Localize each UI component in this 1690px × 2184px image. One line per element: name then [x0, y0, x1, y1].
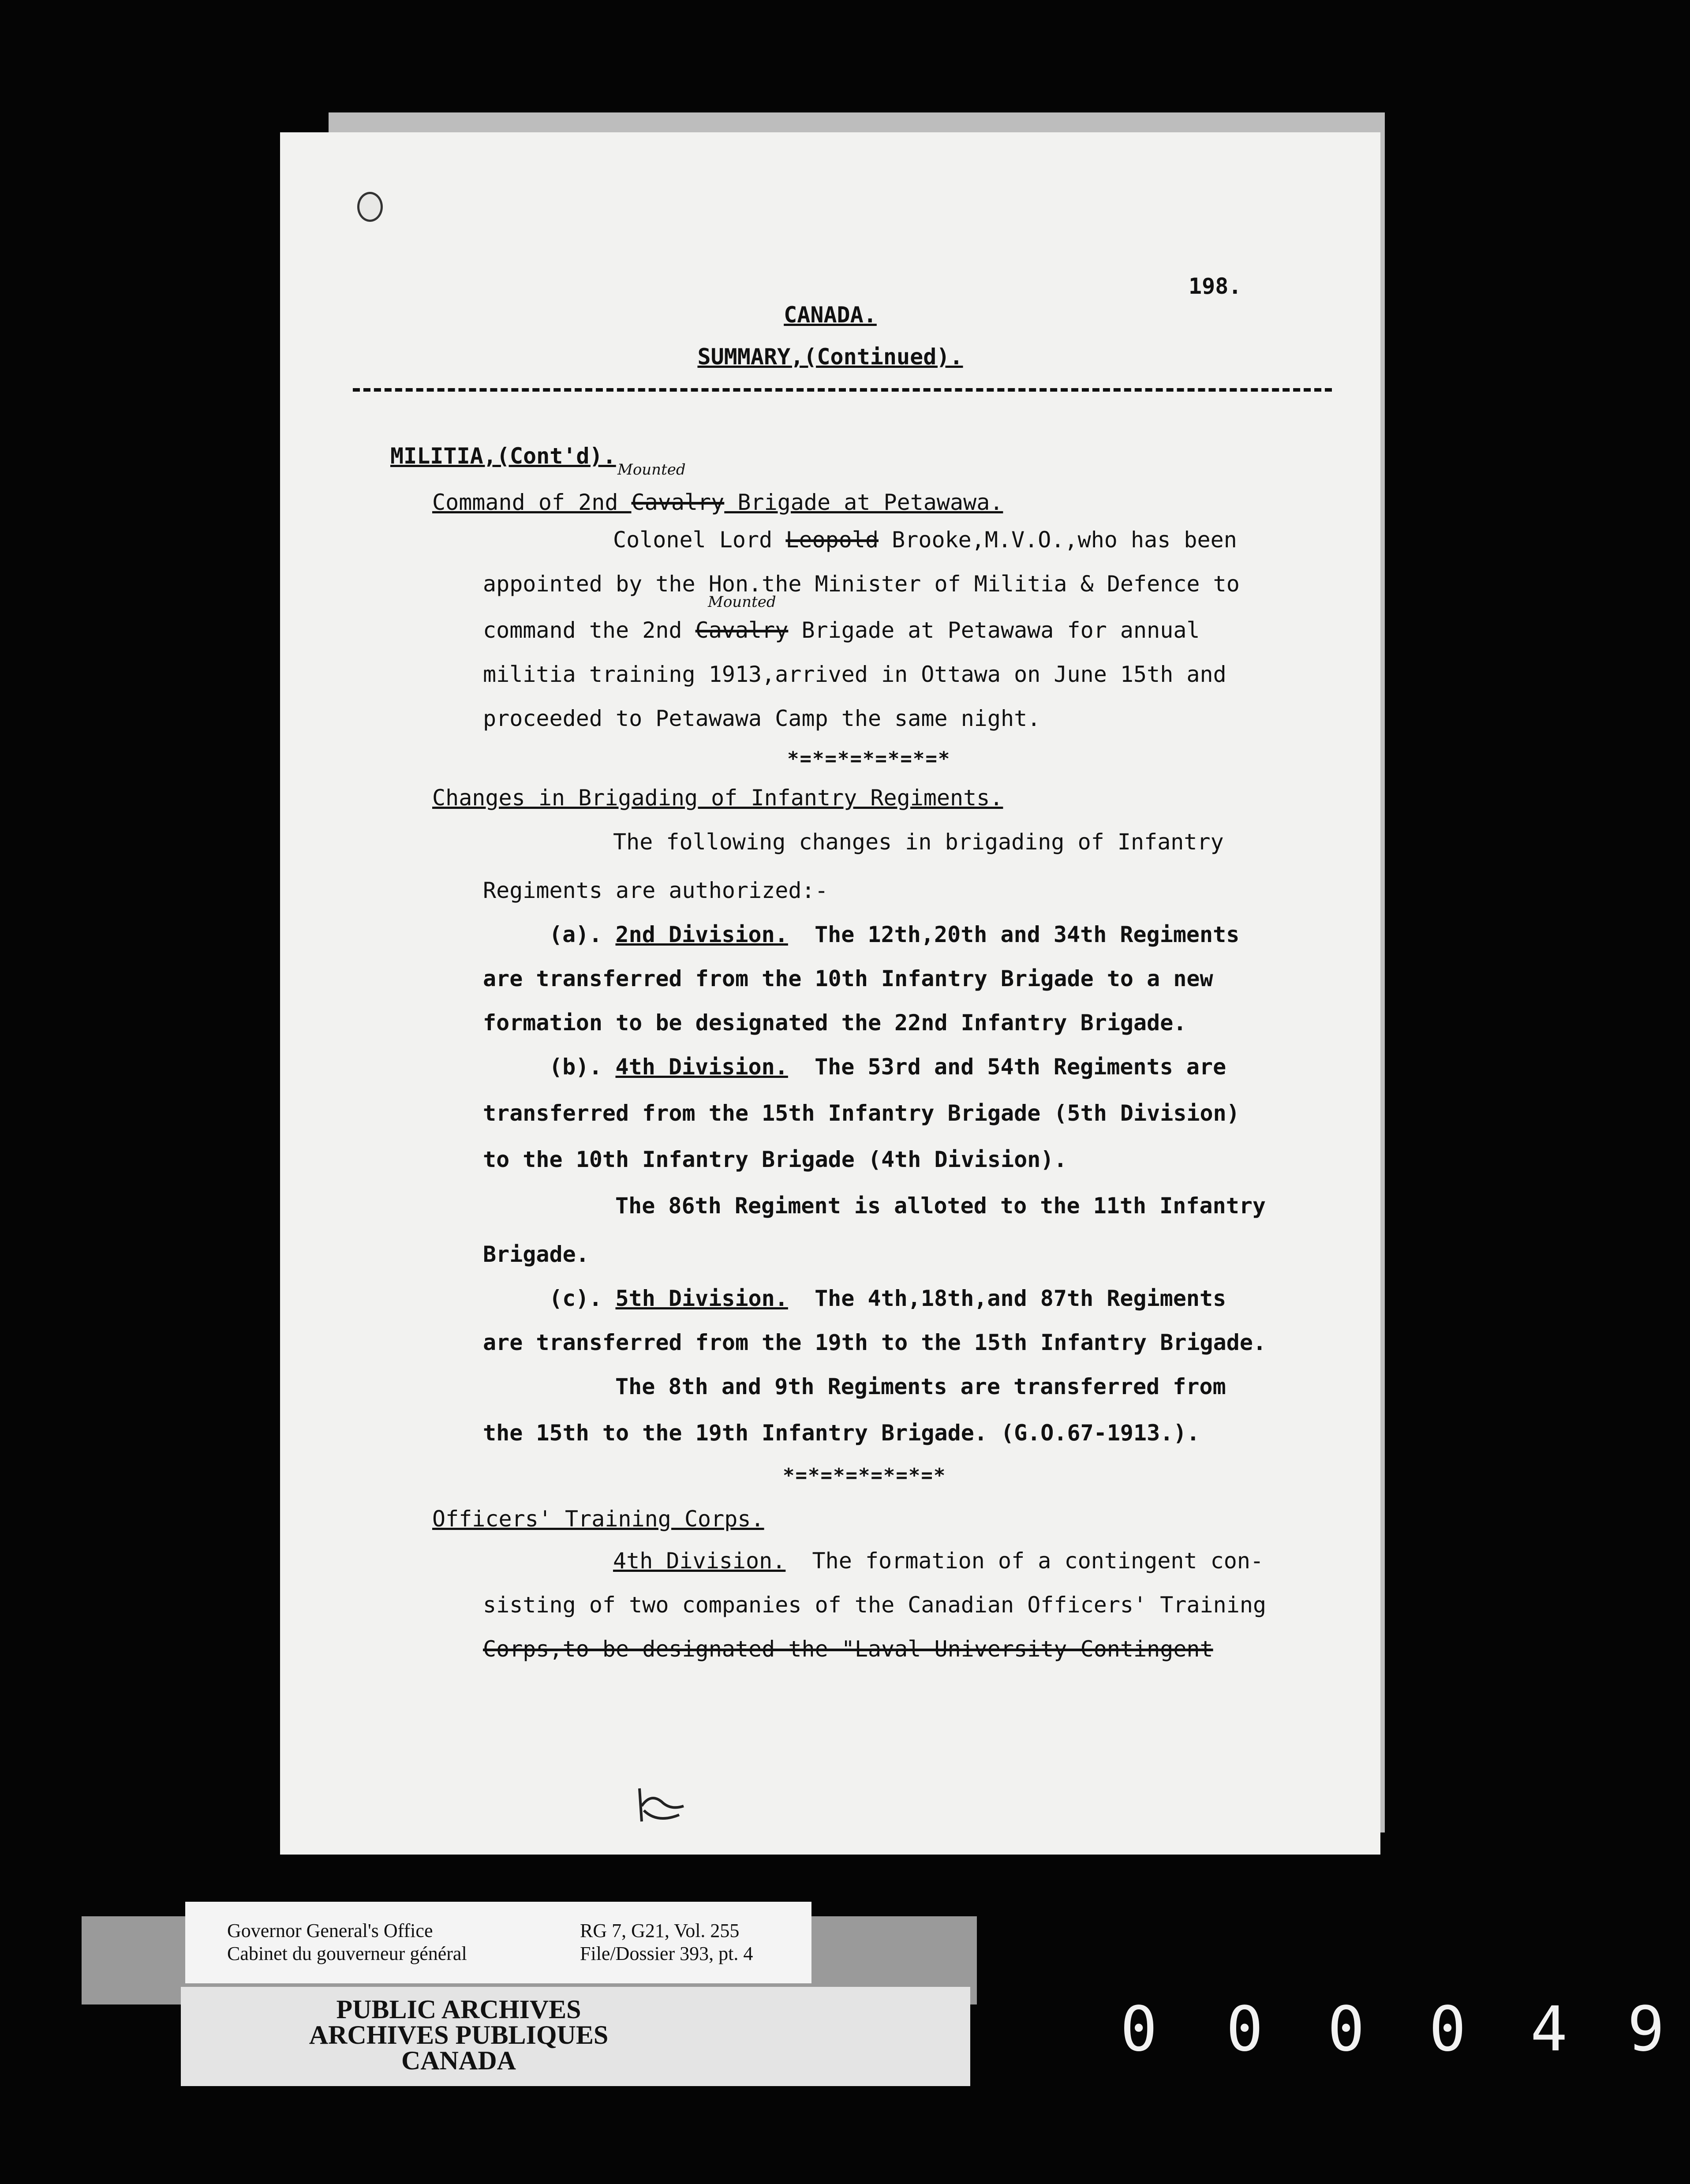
paragraph-line: command the 2nd Cavalry Brigade at Petawawa for annual: [483, 617, 1200, 643]
section-separator: *=*=*=*=*=*=*: [787, 748, 951, 770]
office-french: Cabinet du gouverneur général: [227, 1943, 467, 1964]
paragraph-line: Brigade.: [483, 1242, 589, 1267]
section-heading-command: Command of 2nd Cavalry Brigade at Petawawa.: [432, 490, 1003, 515]
frame-digit: 4: [1530, 1993, 1568, 2065]
archive-stamp-card: [181, 1987, 970, 2086]
paragraph-line: to the 10th Infantry Brigade (4th Division).: [483, 1147, 1067, 1172]
otc-division-line: 4th Division. The formation of a contingent con-: [613, 1548, 1264, 1574]
handwritten-insert: Mounted: [617, 461, 686, 479]
stamp-line: ARCHIVES PUBLIQUES: [309, 2020, 609, 2049]
handwritten-mark: [631, 1780, 692, 1828]
document-page: [280, 132, 1380, 1855]
paragraph-line: militia training 1913,arrived in Ottawa on June 15th and: [483, 662, 1226, 687]
item-b-line: (b). 4th Division. The 53rd and 54th Regiments are: [549, 1054, 1226, 1080]
archive-reference-card: [185, 1902, 811, 1983]
frame-digit: 9: [1627, 1993, 1665, 2065]
frame-digit: 0: [1327, 1993, 1365, 2065]
punch-hole: [357, 192, 383, 222]
item-c-line: (c). 5th Division. The 4th,18th,and 87th Regiments: [549, 1286, 1226, 1311]
frame-digit: 0: [1429, 1993, 1466, 2065]
paragraph-line: sisting of two companies of the Canadian Officers' Training: [483, 1592, 1267, 1618]
page-number: 198.: [1189, 273, 1242, 299]
paragraph-line: proceeded to Petawawa Camp the same night.: [483, 706, 1041, 731]
record-group-reference: RG 7, G21, Vol. 255: [580, 1920, 740, 1941]
section-heading-militia: MILITIA,(Cont'd).: [390, 443, 616, 469]
paragraph-line: Corps,to be designated the "Laval University Contingent: [483, 1636, 1213, 1662]
paragraph-line: are transferred from the 10th Infantry Brigade to a new: [483, 966, 1213, 991]
frame-digit: 0: [1226, 1993, 1264, 2065]
paragraph-line: The 8th and 9th Regiments are transferred from: [615, 1374, 1226, 1399]
paragraph-line: are transferred from the 19th to the 15th Infantry Brigade.: [483, 1330, 1267, 1355]
item-a-line: (a). 2nd Division. The 12th,20th and 34th Regiments: [549, 922, 1240, 947]
section-heading-otc: Officers' Training Corps.: [432, 1506, 764, 1532]
paragraph-line: The following changes in brigading of Infantry: [613, 829, 1224, 855]
paragraph-line: transferred from the 15th Infantry Brigade (5th Division): [483, 1100, 1240, 1126]
frame-digit: 0: [1120, 1993, 1158, 2065]
section-separator: *=*=*=*=*=*=*: [783, 1464, 946, 1487]
paragraph-line: appointed by the Hon.the Minister of Militia & Defence to: [483, 571, 1240, 597]
paragraph-line: The 86th Regiment is alloted to the 11th Infantry: [615, 1193, 1266, 1219]
paragraph-line: Colonel Lord Leopold Brooke,M.V.O.,who has been: [613, 527, 1237, 553]
paragraph-line: formation to be designated the 22nd Infantry Brigade.: [483, 1010, 1187, 1036]
stamp-line: PUBLIC ARCHIVES: [336, 1995, 581, 2024]
paragraph-line: the 15th to the 19th Infantry Brigade. (G.O.67-1913.).: [483, 1420, 1200, 1446]
stamp-line: CANADA: [401, 2046, 516, 2075]
file-reference: File/Dossier 393, pt. 4: [580, 1943, 753, 1964]
document-subheading: SUMMARY,(Continued).: [697, 344, 963, 370]
office-english: Governor General's Office: [227, 1920, 433, 1941]
handwritten-insert: Mounted: [708, 593, 776, 611]
dashed-rule: [353, 388, 1332, 392]
section-heading-brigading: Changes in Brigading of Infantry Regiments.: [432, 785, 1003, 811]
paragraph-line: Regiments are authorized:-: [483, 878, 828, 903]
document-heading: CANADA.: [784, 302, 877, 328]
